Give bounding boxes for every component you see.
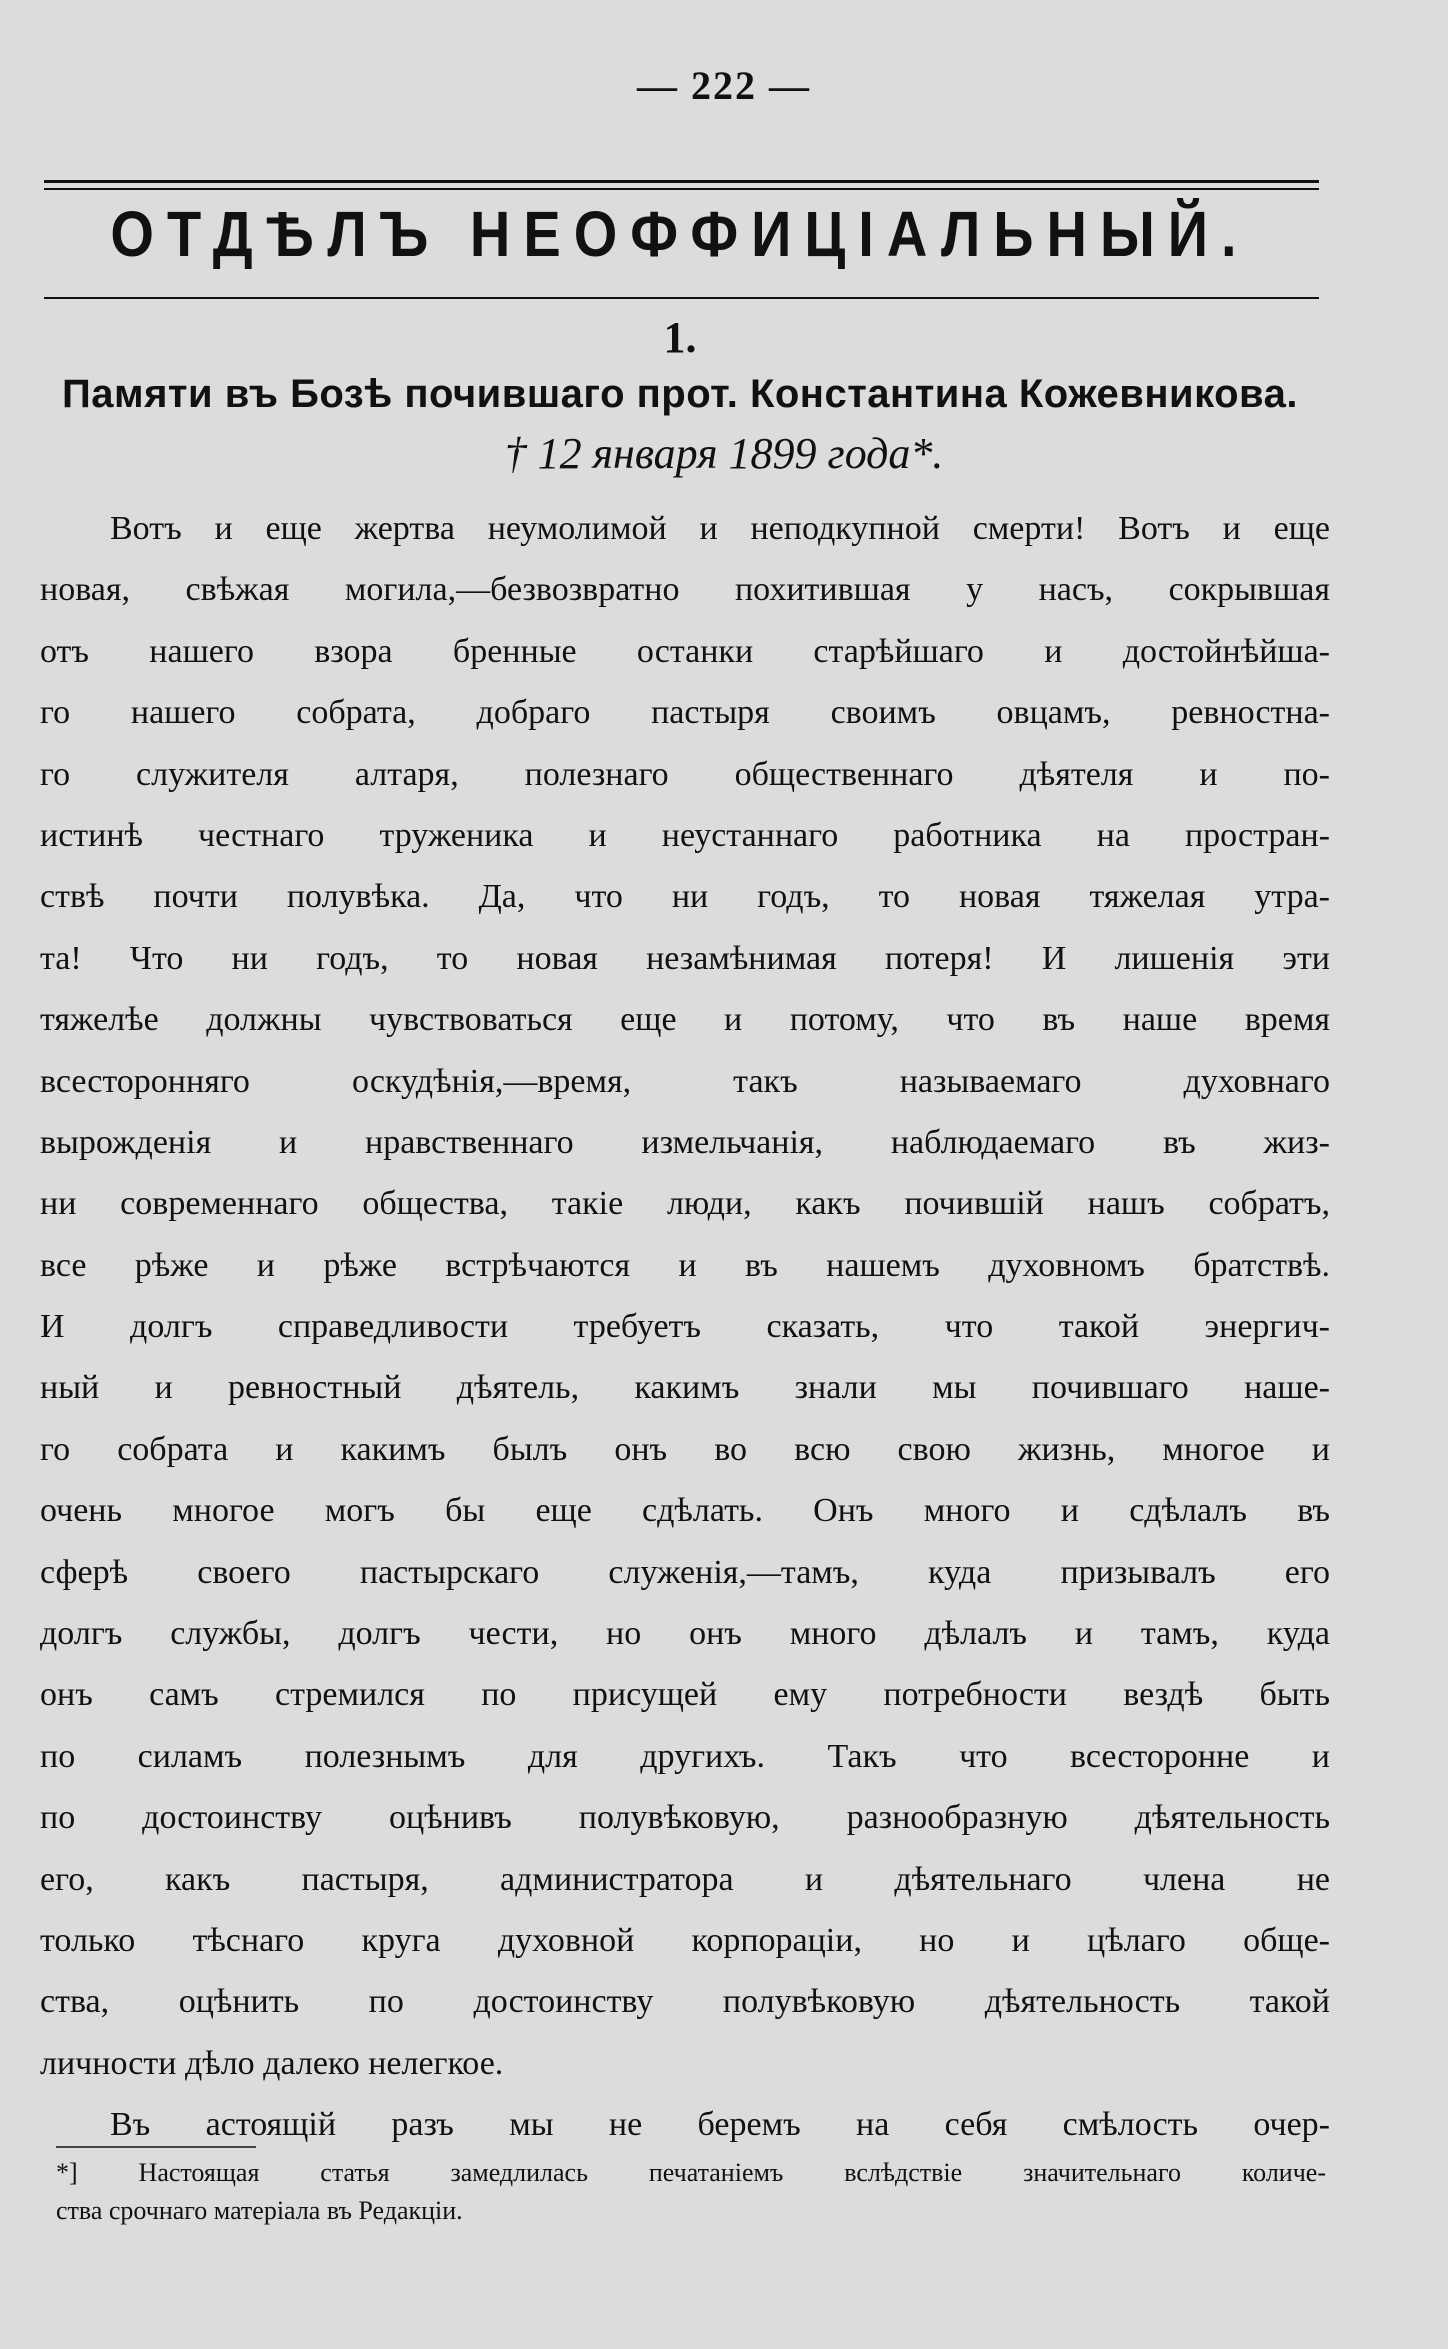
footnote [56, 2154, 1326, 2230]
body-line: сферѣ своего пастырскаго служенія,—тамъ, куда призывалъ его [40, 1553, 1330, 1591]
body-line: онъ самъ стремился по присущей ему потребности вездѣ быть [40, 1676, 1330, 1714]
body-line: Вотъ и еще жертва неумолимой и неподкупной смерти! Вотъ и еще [110, 510, 1330, 547]
body-line: только тѣснаго круга духовной корпораціи, но и цѣлаго обще- [40, 1921, 1330, 1959]
body-line: И долгъ справедливости требуетъ сказать, что такой энергич- [40, 1308, 1330, 1346]
header-rule-bottom [44, 297, 1319, 299]
footnote-divider [56, 2146, 256, 2148]
section-title: ОТДѢЛЪ НЕОФФИЦІАЛЬНЫЙ. [110, 197, 1250, 270]
body-line: все рѣже и рѣже встрѣчаются и въ нашемъ духовномъ братствѣ. [40, 1246, 1330, 1284]
body-line: Въ астоящій разъ мы не беремъ на себя смѣлость очер- [110, 2106, 1330, 2144]
article-title: Памяти въ Бозѣ почившаго прот. Константина Кожевникова. [62, 372, 1298, 416]
footnote-line: ства срочнаго матеріала въ Редакціи. [56, 2196, 463, 2225]
header-rule-top-thin [44, 188, 1319, 190]
article-body [40, 498, 1330, 2156]
body-line: го нашего собрата, добраго пастыря своимъ овцамъ, ревностна- [40, 694, 1330, 732]
body-line: вырожденія и нравственнаго измельчанія, наблюдаемаго въ жиз- [40, 1123, 1330, 1161]
body-line: его, какъ пастыря, администратора и дѣятельнаго члена не [40, 1860, 1330, 1898]
footnote-line: *] Настоящая статья замедлилась печатаніемъ вслѣдствіе значительнаго количе- [56, 2158, 1326, 2187]
body-line: отъ нашего взора бренные останки старѣйшаго и достойнѣйша- [40, 632, 1330, 670]
body-line: тяжелѣе должны чувствоваться еще и потому, что въ наше время [40, 1001, 1330, 1039]
body-line: та! Что ни годъ, то новая незамѣнимая потеря! И лишенія эти [40, 939, 1330, 977]
body-line: ства, оцѣнить по достоинству полувѣковую дѣятельность такой [40, 1983, 1330, 2021]
body-line: всесторонняго оскудѣнія,—время, такъ называемаго духовнаго [40, 1062, 1330, 1100]
body-line: по силамъ полезнымъ для другихъ. Такъ что всесторонне и [40, 1737, 1330, 1775]
article-number: 1. [663, 313, 697, 362]
body-line: ный и ревностный дѣятель, какимъ знали мы почившаго наше- [40, 1369, 1330, 1407]
date-line: † 12 января 1899 года*. [504, 429, 944, 478]
body-line: истинѣ честнаго труженика и неустаннаго работника на простран- [40, 816, 1330, 854]
body-line: новая, свѣжая могила,—безвозвратно похитившая у насъ, сокрывшая [40, 571, 1330, 609]
header-rule-top [44, 180, 1319, 183]
body-line: очень многое могъ бы еще сдѣлать. Онъ много и сдѣлалъ въ [40, 1492, 1330, 1530]
page-number: — 222 — [637, 63, 811, 108]
body-line: долгъ службы, долгъ чести, но онъ много дѣлалъ и тамъ, куда [40, 1615, 1330, 1653]
body-line: личности дѣло далеко нелегкое. [40, 2044, 504, 2082]
body-line: го собрата и какимъ былъ онъ во всю свою жизнь, многое и [40, 1430, 1330, 1468]
body-line: ни современнаго общества, такіе люди, какъ почившій нашъ собратъ, [40, 1185, 1330, 1223]
body-line: ствѣ почти полувѣка. Да, что ни годъ, то новая тяжелая утра- [40, 878, 1330, 916]
body-line: го служителя алтаря, полезнаго общественнаго дѣятеля и по- [40, 755, 1330, 793]
body-line: по достоинству оцѣнивъ полувѣковую, разнообразную дѣятельность [40, 1799, 1330, 1837]
